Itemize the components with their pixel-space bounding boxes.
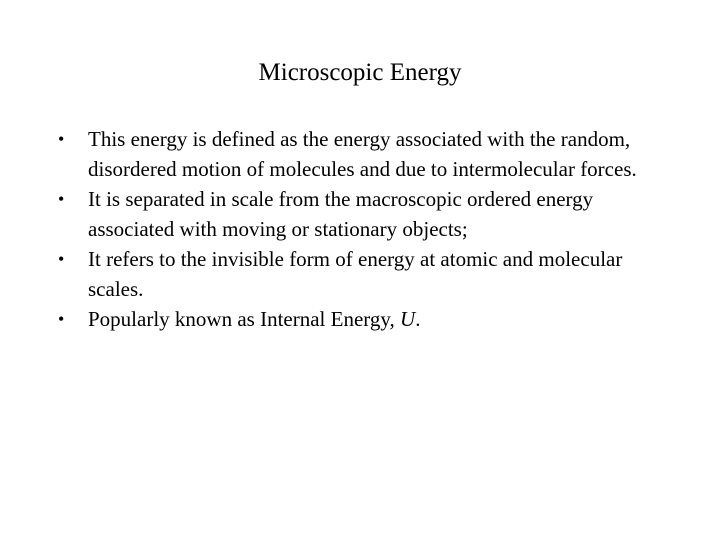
bullet-item <box>58 124 658 184</box>
bullet-text-suffix: . <box>415 307 421 331</box>
bullet-text: It refers to the invisible form of energy at atomic and molecular scales. <box>88 247 623 301</box>
bullet-icon: • <box>58 189 65 209</box>
bullet-text: This energy is defined as the energy associated with the random, disordered motion of molecules and due to intermolecular forces. <box>88 127 637 181</box>
bullet-item <box>58 184 658 244</box>
bullet-item <box>58 304 658 334</box>
bullet-icon: • <box>58 129 65 149</box>
bullet-text: It is separated in scale from the macroscopic ordered energy associated with moving or stationary objects; <box>88 187 594 241</box>
slide-title: Microscopic Energy <box>258 59 462 86</box>
internal-energy-symbol: U <box>400 307 416 331</box>
bullet-icon: • <box>58 309 65 329</box>
bullet-icon: • <box>58 249 65 269</box>
bullet-list <box>58 124 658 334</box>
bullet-item <box>58 244 658 304</box>
bullet-text-prefix: Popularly known as Internal Energy, <box>88 307 401 331</box>
